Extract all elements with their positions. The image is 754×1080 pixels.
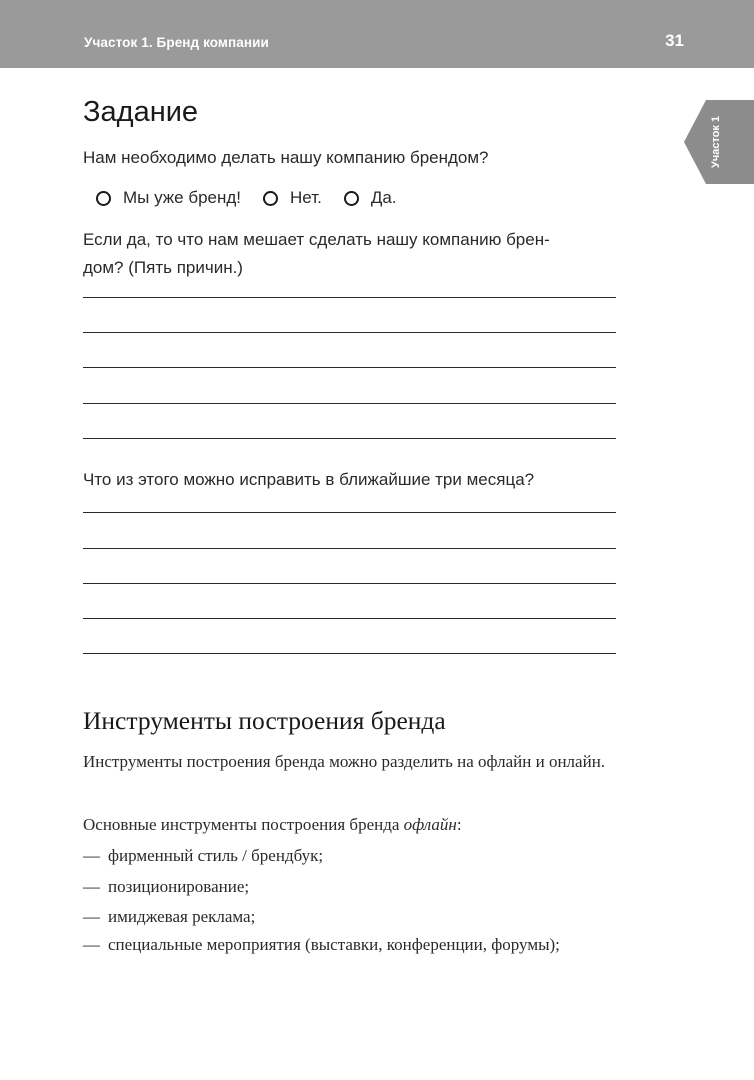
list-dash: — — [83, 846, 100, 865]
answer-line[interactable] — [83, 367, 616, 368]
question-obstacles-line-1: Если да, то что нам мешает сделать нашу компанию брен- — [83, 230, 550, 249]
page-header — [0, 0, 754, 68]
running-head-title: Участок 1. Бренд компании — [84, 35, 269, 50]
answer-line[interactable] — [83, 583, 616, 584]
answer-line[interactable] — [83, 512, 616, 513]
radio-circle-icon[interactable] — [263, 191, 278, 206]
offline-emphasis: офлайн — [403, 815, 457, 834]
answer-line[interactable] — [83, 438, 616, 439]
question-fix-three-months: Что из этого можно исправить в ближайшие три месяца? — [83, 470, 535, 489]
list-item — [83, 935, 560, 955]
offline-lead-text: Основные инструменты построения бренда — [83, 815, 400, 834]
option-yes[interactable] — [344, 188, 397, 208]
list-item-text: позиционирование; — [108, 877, 250, 896]
option-already-brand[interactable] — [96, 188, 241, 208]
option-no[interactable] — [263, 188, 322, 208]
list-item-text: специальные мероприятия (выставки, конференции, форумы); — [108, 935, 560, 954]
list-dash: — — [83, 935, 100, 954]
list-dash: — — [83, 907, 100, 926]
section-heading: Инструменты построения бренда — [83, 706, 446, 735]
list-item-text: имиджевая реклама; — [108, 907, 256, 926]
list-item — [83, 846, 323, 866]
offline-colon: : — [456, 815, 462, 834]
radio-circle-icon[interactable] — [344, 191, 359, 206]
list-item — [83, 907, 255, 927]
task-title: Задание — [83, 96, 199, 128]
radio-circle-icon[interactable] — [96, 191, 111, 206]
chapter-tab-label: Участок 1 — [710, 115, 722, 169]
answer-line[interactable] — [83, 403, 616, 404]
list-dash: — — [83, 877, 100, 896]
option-label: Мы уже бренд! — [123, 188, 242, 207]
answer-line[interactable] — [83, 548, 616, 549]
answer-line[interactable] — [83, 332, 616, 333]
answer-options — [96, 185, 419, 211]
answer-line[interactable] — [83, 297, 616, 298]
option-label: Нет. — [290, 188, 322, 207]
option-label: Да. — [370, 188, 397, 207]
list-item-text: фирменный стиль / брендбук; — [108, 846, 324, 865]
list-item — [83, 877, 249, 897]
page-number: 31 — [665, 31, 684, 50]
offline-lead-paragraph — [83, 811, 462, 839]
answer-line[interactable] — [83, 653, 616, 654]
answer-line[interactable] — [83, 618, 616, 619]
intro-paragraph: Инструменты построения бренда можно разделить на офлайн и онлайн. — [83, 752, 606, 771]
question-obstacles-line-2: дом? (Пять причин.) — [83, 258, 243, 277]
question-brand-needed: Нам необходимо делать нашу компанию брендом? — [83, 148, 489, 167]
